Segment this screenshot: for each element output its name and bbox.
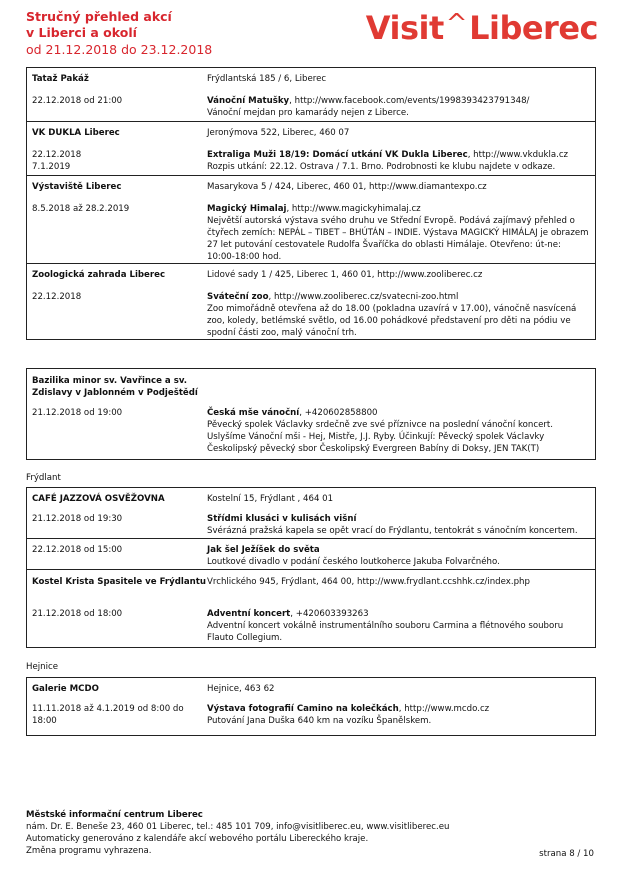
event-title: Extraliga Muži 18/19: Domácí utkání VK Dukla Liberec [207, 150, 468, 160]
visit-liberec-logo: Visit^Liberec [365, 9, 598, 47]
event-row [27, 608, 595, 644]
venue-kostel-krista [27, 570, 595, 648]
event-link[interactable]: , http://www.vkdukla.cz [467, 150, 569, 160]
event-title: Střídmi klusáci v kulisách višní [207, 514, 357, 524]
section-hejnice: Hejnice [26, 662, 58, 672]
footer-organization: Městské informační centrum Liberec [26, 810, 203, 820]
section-frydlant: Frýdlant [26, 473, 61, 483]
venue-address: Kostelní 15, Frýdlant , 464 01 [207, 494, 334, 504]
venue-name: Galerie MCDO [32, 684, 99, 694]
venue-vystaviste [27, 176, 595, 264]
event-description: Rozpis utkání: 22.12. Ostrava / 7.1. Brno. Podrobnosti ke klubu najdete v odkaze. [207, 162, 556, 172]
event-description: Putování Jana Duška 640 km na vozíku Španělskem. [207, 716, 432, 726]
event-row [27, 703, 595, 727]
event-description: Loutkové divadlo v podání českého loutkoherce Jakuba Folvarčného. [207, 557, 500, 567]
event-row [27, 95, 595, 119]
venue-box-jablonne [26, 368, 596, 460]
venue-address: Vrchlického 945, Frýdlant, 464 00, http://www.frydlant.ccshhk.cz/index.php [207, 577, 530, 587]
venue-cafe-jazzova [27, 488, 595, 570]
event-date: 11.11.2018 až 4.1.2019 od 8:00 do 18:00 [32, 704, 184, 726]
event-date: 21.12.2018 od 19:00 [32, 408, 123, 418]
event-date: 22.12.2018 od 21:00 [32, 96, 123, 106]
event-title: Jak šel Ježíšek do světa [207, 545, 320, 555]
event-date: 8.5.2018 až 28.2.2019 [32, 204, 130, 214]
venue-name: Zoologická zahrada Liberec [32, 270, 166, 280]
title-line-2: v Liberci a okolí [26, 25, 137, 40]
event-title: Výstava fotografií Camino na kolečkách [207, 704, 399, 714]
document-title [26, 9, 212, 58]
event-date-2: 7.1.2019 [32, 162, 71, 172]
event-description: Zoo mimořádně otevřena až do 18.00 (pokladna uzavírá v 17.00), vánočně nasvícená zoo, koledy, betlémské světlo, od 16.00 pohádkové představení pro děti na pódiu ve spodní části zoo, malý vánoční trh. [207, 304, 577, 338]
footer-generated-note: Automaticky generováno z kalendáře akcí webového portálu Libereckého kraje. [26, 834, 369, 844]
event-row [27, 544, 595, 568]
event-description: Adventní koncert vokálně instrumentálního souboru Carmina a flétnového souboru Flauto Collegium. [207, 621, 564, 643]
event-title: Vánoční Matušky [207, 96, 290, 106]
venue-address [227, 375, 595, 399]
venue-name: Bazilika minor sv. Vavřince a sv. Zdislavy v Jablonném v Podještědí [32, 376, 198, 398]
event-link[interactable]: , http://www.zooliberec.cz/svatecni-zoo.html [268, 292, 459, 302]
venue-galerie-mcdo [27, 678, 595, 735]
footer-contact: nám. Dr. E. Beneše 23, 460 01 Liberec, tel.: 485 101 709, info@visitliberec.eu, www.visitliberec.eu [26, 822, 450, 832]
event-title: Sváteční zoo [207, 292, 269, 302]
event-title: Magický Himalaj [207, 204, 287, 214]
event-description: Svérázná pražská kapela se opět vrací do Frýdlantu, tentokrát s vánočním koncertem. [207, 526, 578, 536]
event-row [27, 149, 595, 173]
venue-box-frydlant [26, 487, 596, 648]
venue-name: Tataž Pakáž [32, 74, 89, 84]
venue-vk-dukla [27, 122, 595, 176]
title-line-1: Stručný přehled akcí [26, 9, 172, 24]
event-description: Největší autorská výstava svého druhu ve Střední Evropě. Podává zajímavý přehled o čtyřech zemích: NEPÁL – TIBET – BHÚTÁN – INDIE. Výstava MAGICKÝ HIMÁLAJ je obrazem 27 let putování cestovatele Rudolfa Švaříčka do oblasti Himálaje. Otevřeno: út-ne: 10:00-18:00 hod. [207, 216, 589, 262]
event-date: 21.12.2018 od 19:30 [32, 514, 123, 524]
footer-disclaimer: Změna programu vyhrazena. [26, 846, 152, 856]
event-title: Česká mše vánoční [207, 408, 300, 418]
event-link[interactable]: , http://www.mcdo.cz [398, 704, 490, 714]
event-row [27, 513, 595, 537]
venue-tataz-pakaz [27, 68, 595, 122]
event-date: 22.12.2018 [32, 150, 82, 160]
venue-box-hejnice [26, 677, 596, 736]
page-header [0, 0, 620, 70]
date-range: od 21.12.2018 do 23.12.2018 [26, 42, 213, 57]
event-description: Vánoční mejdan pro kamarády nejen z Liberce. [207, 108, 409, 118]
venue-zoo [27, 264, 595, 342]
event-date: 21.12.2018 od 18:00 [32, 609, 123, 619]
event-link[interactable]: , +420603393263 [290, 609, 369, 619]
page-number: strana 8 / 10 [539, 849, 594, 859]
venue-bazilika [27, 369, 595, 459]
event-row [27, 203, 595, 263]
event-link[interactable]: , http://www.magickyhimalaj.cz [286, 204, 421, 214]
venue-address: Jeronýmova 522, Liberec, 460 07 [207, 128, 350, 138]
event-description: Pěvecký spolek Václavky srdečně zve své příznivce na poslední vánoční koncert. Uslyšíme Vánoční mši - Hej, Mistře, J.J. Ryby. Účinkují: Pěvecký spolek Václavky Českolipský pěvecký sbor Českolipský Evergreen Babíny di Doksy, JEN TAK(T) [207, 420, 553, 454]
venue-address: Frýdlantská 185 / 6, Liberec [207, 74, 327, 84]
venue-name: Výstaviště Liberec [32, 182, 122, 192]
event-row [27, 291, 595, 339]
venue-name: CAFÉ JAZZOVÁ OSVĚŽOVNA [32, 494, 165, 504]
event-link[interactable]: , http://www.facebook.com/events/1998393423791348/ [289, 96, 530, 106]
venue-address: Masarykova 5 / 424, Liberec, 460 01, http://www.diamantexpo.cz [207, 182, 487, 192]
event-row [27, 407, 595, 455]
venue-address: Hejnice, 463 62 [207, 684, 275, 694]
event-date: 22.12.2018 od 15:00 [32, 545, 123, 555]
page-footer [26, 809, 596, 857]
event-title: Adventní koncert [207, 609, 291, 619]
venue-box-liberec [26, 67, 596, 340]
event-link[interactable]: , +420602858800 [299, 408, 378, 418]
venue-name: VK DUKLA Liberec [32, 128, 120, 138]
event-date: 22.12.2018 [32, 292, 82, 302]
venue-name: Kostel Krista Spasitele ve Frýdlantu [32, 577, 206, 587]
venue-address: Lidové sady 1 / 425, Liberec 1, 460 01, http://www.zooliberec.cz [207, 270, 483, 280]
